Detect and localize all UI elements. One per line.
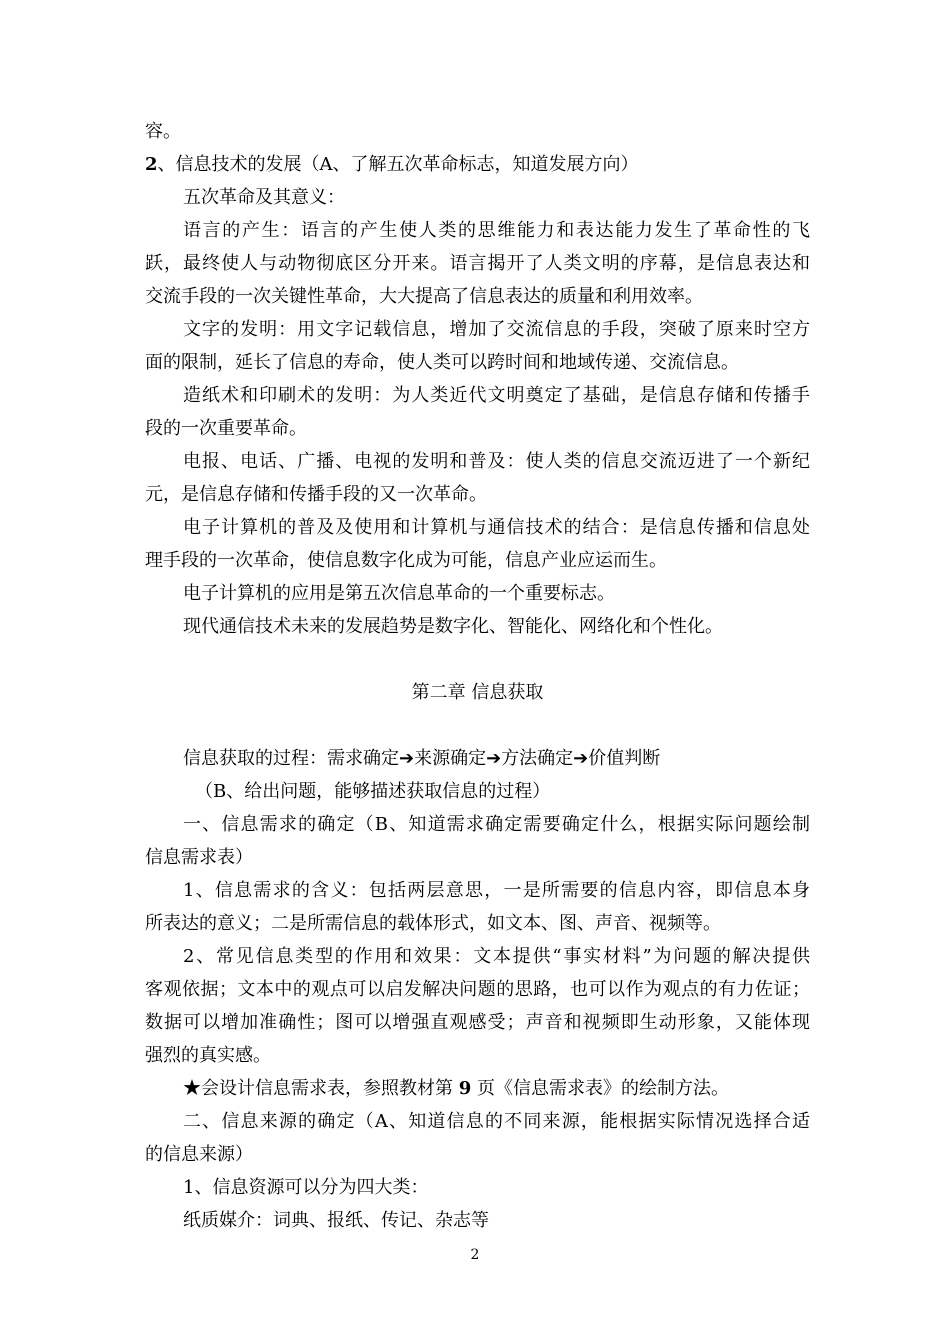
- text-line: 造纸术和印刷术的发明：为人类近代文明奠定了基础，是信息存储和传播手: [183, 385, 810, 406]
- text-line: 客观依据；文本中的观点可以启发解决问题的思路，也可以作为观点的有力佐证；: [145, 979, 810, 1000]
- text-line: 理手段的一次革命，使信息数字化成为可能，信息产业应运而生。: [145, 550, 667, 571]
- text-line: 二、信息来源的确定（A、知道信息的不同来源，能根据实际情况选择合适: [183, 1111, 810, 1132]
- text-line: 交流手段的一次关键性革命，大大提高了信息表达的质量和利用效率。: [145, 286, 703, 307]
- text-line: 1、信息需求的含义：包括两层意思，一是所需要的信息内容，即信息本身: [183, 880, 810, 901]
- chapter-title: 第二章 信息获取: [411, 682, 544, 703]
- section-number: 2: [145, 154, 158, 175]
- spacer: [145, 709, 810, 742]
- text-line: 数据可以增加准确性；图可以增强直观感受；声音和视频即生动形象，又能体现: [145, 1012, 810, 1033]
- subheading: 五次革命及其意义：: [183, 187, 345, 208]
- text-line: 电报、电话、广播、电视的发明和普及：使人类的信息交流迈进了一个新纪: [183, 451, 810, 472]
- text-segment: ★会设计信息需求表，参照教材第: [183, 1078, 453, 1099]
- text-line: 信息需求表）: [145, 847, 253, 868]
- page-number: 2: [470, 1247, 480, 1263]
- text-line: 电子计算机的普及及使用和计算机与通信技术的结合：是信息传播和信息处: [183, 517, 810, 538]
- text-line: 跃，最终使人与动物彻底区分开来。语言揭开了人类文明的序幕，是信息表达和: [145, 253, 810, 274]
- text-line: 的信息来源）: [145, 1144, 253, 1165]
- text-line: 强烈的真实感。: [145, 1045, 271, 1066]
- text-line: 段的一次重要革命。: [145, 418, 307, 439]
- text-segment: 页《信息需求表》的绘制方法。: [477, 1078, 729, 1099]
- page-reference-number: 9: [458, 1078, 472, 1099]
- spacer: [145, 643, 810, 676]
- text-line: 元，是信息存储和传播手段的又一次革命。: [145, 484, 487, 505]
- text-line: 面的限制，延长了信息的寿命，使人类可以跨时间和地域传递、交流信息。: [145, 352, 739, 373]
- text-line: 文字的发明：用文字记载信息，增加了交流信息的手段，突破了原来时空方: [183, 319, 810, 340]
- text-line: 一、信息需求的确定（B、知道需求确定需要确定什么，根据实际问题绘制: [183, 814, 810, 835]
- text-line: 纸质媒介：词典、报纸、传记、杂志等: [183, 1210, 489, 1231]
- text-line: 电子计算机的应用是第五次信息革命的一个重要标志。: [183, 583, 615, 604]
- text-line: 现代通信技术未来的发展趋势是数字化、智能化、网络化和个性化。: [183, 616, 723, 637]
- text-line: 信息获取的过程：需求确定➔来源确定➔方法确定➔价值判断: [183, 748, 661, 769]
- section-heading: [145, 148, 810, 181]
- text-line: 语言的产生：语言的产生使人类的思维能力和表达能力发生了革命性的飞: [183, 220, 810, 241]
- text-line: （B、给出问题，能够描述获取信息的过程）: [195, 781, 551, 802]
- text-line: 所表达的意义；二是所需信息的载体形式，如文本、图、声音、视频等。: [145, 913, 721, 934]
- text-line: [145, 1072, 810, 1105]
- text-line: 1、信息资源可以分为四大类：: [183, 1177, 429, 1198]
- text-line: 2、常见信息类型的作用和效果：文本提供“事实材料”为问题的解决提供: [183, 946, 810, 967]
- body-text: [145, 115, 810, 1237]
- text-line: 容。: [145, 121, 181, 142]
- section-title: 、信息技术的发展（A、了解五次革命标志，知道发展方向）: [157, 154, 639, 175]
